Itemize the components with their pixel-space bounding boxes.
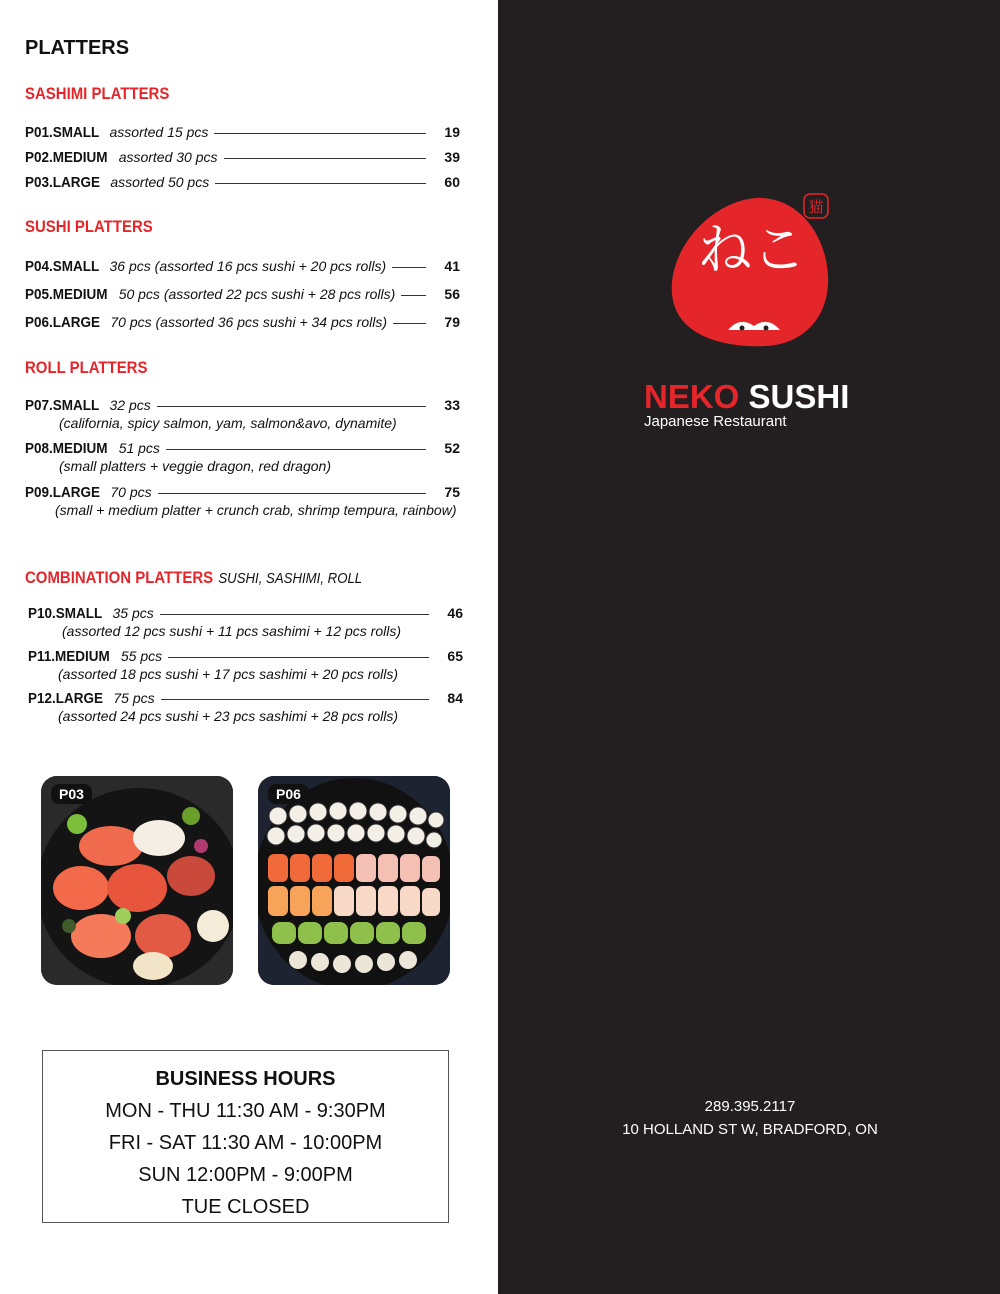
brand-name-part2: SUSHI (748, 378, 850, 415)
item-desc: assorted 50 pcs (110, 174, 210, 190)
item-price: 41 (444, 258, 460, 274)
menu-item (25, 286, 460, 306)
section-title-combination (25, 568, 362, 588)
item-desc: 36 pcs (assorted 16 pcs sushi + 20 pcs rolls) (109, 258, 387, 274)
item-code: P08.MEDIUM (25, 440, 108, 457)
leader-line (215, 182, 426, 184)
menu-item (25, 124, 460, 144)
item-code: P10.SMALL (28, 605, 103, 622)
item-code: P05.MEDIUM (25, 286, 108, 303)
item-detail: (assorted 12 pcs sushi + 11 pcs sashimi + 12 pcs rolls) (62, 623, 402, 639)
hours-line: MON - THU 11:30 AM - 9:30PM (105, 1100, 386, 1122)
item-price: 39 (444, 149, 460, 165)
phone-number: 289.395.2117 (704, 1098, 796, 1115)
address: 10 HOLLAND ST W, BRADFORD, ON (622, 1121, 878, 1138)
item-code: P01.SMALL (25, 124, 100, 141)
item-price: 52 (444, 440, 460, 456)
business-hours-title: BUSINESS HOURS (155, 1068, 336, 1090)
menu-item (28, 648, 463, 682)
leader-line (158, 492, 426, 494)
section-note: SUSHI, SASHIMI, ROLL (218, 570, 363, 587)
item-price: 19 (444, 124, 460, 140)
item-desc: 32 pcs (109, 397, 151, 413)
item-desc: assorted 15 pcs (109, 124, 209, 140)
item-code: P12.LARGE (28, 690, 104, 707)
leader-line (157, 405, 426, 407)
item-code: P03.LARGE (25, 174, 101, 191)
item-desc: 55 pcs (120, 648, 163, 664)
photo-tag: P03 (51, 784, 92, 804)
item-detail: (assorted 18 pcs sushi + 17 pcs sashimi + 20 pcs rolls) (58, 666, 399, 682)
item-desc: 35 pcs (112, 605, 154, 621)
neko-logo (668, 190, 838, 360)
leader-line (393, 322, 426, 324)
item-detail: (california, spicy salmon, yam, salmon&avo, dynamite) (59, 415, 397, 431)
menu-item (28, 605, 463, 639)
item-desc: 70 pcs (110, 484, 152, 500)
brand-name (644, 378, 849, 416)
section-title-text: COMBINATION PLATTERS (25, 568, 214, 587)
item-code: P11.MEDIUM (28, 648, 110, 665)
brand-name-part1: NEKO (644, 378, 740, 415)
item-code: P04.SMALL (25, 258, 100, 275)
item-price: 56 (444, 286, 460, 302)
item-desc: 50 pcs (assorted 22 pcs sushi + 28 pcs rolls) (118, 286, 396, 302)
photo-sushi-platter (258, 776, 450, 985)
hours-line: TUE CLOSED (181, 1196, 310, 1218)
photo-tag: P06 (268, 784, 309, 804)
item-detail: (small + medium platter + crunch crab, shrimp tempura, rainbow) (55, 502, 457, 518)
hours-line: FRI - SAT 11:30 AM - 10:00PM (108, 1132, 383, 1154)
item-price: 60 (444, 174, 460, 190)
menu-item (25, 397, 460, 431)
item-desc: 51 pcs (118, 440, 160, 456)
leader-line (392, 266, 426, 268)
leader-line (161, 698, 429, 700)
item-price: 33 (444, 397, 460, 413)
item-code: P06.LARGE (25, 314, 101, 331)
item-price: 65 (447, 648, 463, 664)
hours-line: SUN 12:00PM - 9:00PM (138, 1164, 353, 1186)
item-code: P07.SMALL (25, 397, 100, 414)
leader-line (401, 294, 426, 296)
item-price: 46 (447, 605, 463, 621)
brand-subtitle: Japanese Restaurant (644, 413, 787, 430)
menu-item (25, 174, 460, 194)
menu-item (28, 690, 463, 724)
item-desc: assorted 30 pcs (118, 149, 218, 165)
menu-item (25, 149, 460, 169)
sashimi-platter-image (41, 776, 233, 985)
leader-line (214, 132, 426, 134)
section-title-sushi: SUSHI PLATTERS (25, 217, 153, 236)
page-title: PLATTERS (25, 37, 130, 59)
item-code: P09.LARGE (25, 484, 101, 501)
menu-item (25, 258, 460, 278)
item-detail: (assorted 24 pcs sushi + 23 pcs sashimi + 28 pcs rolls) (58, 708, 399, 724)
business-hours-box (42, 1050, 449, 1223)
item-code: P02.MEDIUM (25, 149, 108, 166)
leader-line (224, 157, 426, 159)
item-desc: 75 pcs (113, 690, 155, 706)
leader-line (160, 613, 429, 615)
section-title-roll: ROLL PLATTERS (25, 358, 148, 377)
logo-glyph: ねこ (698, 218, 806, 281)
sushi-platter-image (258, 776, 450, 985)
item-detail: (small platters + veggie dragon, red dragon) (59, 458, 331, 474)
menu-item (25, 484, 460, 518)
item-price: 79 (444, 314, 460, 330)
item-price: 84 (447, 690, 463, 706)
item-desc: 70 pcs (assorted 36 pcs sushi + 34 pcs rolls) (110, 314, 387, 330)
menu-item (25, 440, 460, 474)
item-price: 75 (444, 484, 460, 500)
menu-item (25, 314, 460, 334)
section-title-sashimi: SASHIMI PLATTERS (25, 84, 170, 103)
menu-panel (0, 0, 498, 1294)
photo-sashimi-platter (41, 776, 233, 985)
leader-line (166, 448, 426, 450)
seal-glyph: 猫 (808, 198, 824, 216)
leader-line (168, 656, 429, 658)
